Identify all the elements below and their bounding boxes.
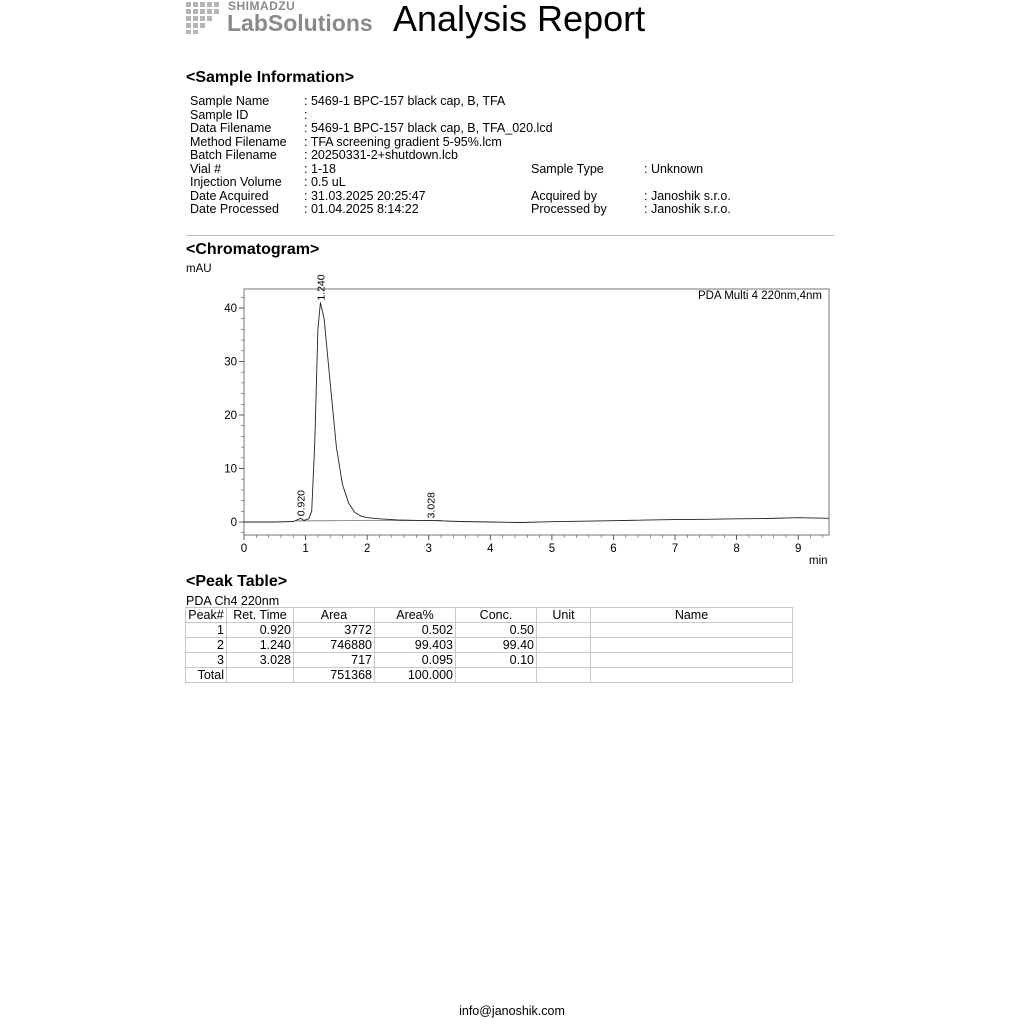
product-name: LabSolutions [227,10,373,36]
x-tick-label: 3 [425,543,432,555]
x-tick-label: 5 [548,543,556,555]
column-header: Area [294,608,375,623]
table-cell: 1 [186,623,227,638]
column-header: Unit [537,608,591,623]
info-label: Date Processed [190,202,279,216]
x-tick-label: 1 [302,543,309,555]
peak-annotation: 3.028 [425,492,438,519]
table-row [186,638,793,653]
brand-name: SHIMADZU [228,0,296,13]
table-cell: 717 [294,653,375,668]
total-area: 751368 [294,668,375,683]
total-area-pct: 100.000 [375,668,456,683]
table-header-row [186,608,793,623]
x-tick-label: 7 [671,543,679,555]
peak-annotation: 1.240 [315,274,328,301]
footer-email: info@janoshik.com [459,1004,565,1018]
info-value: : 5469-1 BPC-157 black cap, B, TFA [304,94,506,108]
info-label: Sample Type [531,161,604,176]
table-cell [591,653,793,668]
table-cell [537,668,591,683]
table-cell: 3 [186,653,227,668]
table-cell: 746880 [294,638,375,653]
series-line [244,303,829,523]
y-tick-label: 20 [224,410,237,422]
column-header: Area% [375,608,456,623]
table-cell: 0.095 [375,653,456,668]
table-cell: 0.502 [375,623,456,638]
info-value: : 1-18 [304,161,336,176]
chromatogram-heading: <Chromatogram> [186,241,320,258]
page-title: Analysis Report [393,0,646,39]
info-value: : 31.03.2025 20:25:47 [304,188,426,203]
table-cell [537,623,591,638]
x-tick-label: 2 [363,543,371,555]
table-cell [227,668,294,683]
y-tick-label: 30 [224,356,237,369]
table-cell: 3772 [294,623,375,638]
info-label: Data Filename [190,121,272,135]
peak-annotation: 0.920 [295,489,308,517]
y-tick-label: 10 [224,463,237,476]
y-tick-label: 0 [230,517,237,529]
peak-table [185,607,793,683]
y-unit-label: mAU [186,263,212,275]
table-cell: 99.40 [456,638,537,653]
info-value: : 5469-1 BPC-157 black cap, B, TFA_020.lcd [304,121,553,135]
info-label: Batch Filename [190,148,277,162]
info-label: Date Acquired [190,188,269,203]
table-cell [591,638,793,653]
y-tick-label: 40 [224,303,237,315]
column-header: Peak# [186,608,227,623]
table-cell: 0.10 [456,653,537,668]
info-label: Sample Name [190,94,270,108]
info-label: Method Filename [190,134,287,149]
table-cell: 0.50 [456,623,537,638]
peak-table-heading: <Peak Table> [186,573,288,590]
table-cell: 3.028 [227,653,294,668]
info-label: Vial # [190,161,222,176]
channel-label: PDA Multi 4 220nm,4nm [698,290,823,302]
table-cell [537,638,591,653]
info-value: : TFA screening gradient 5-95%.lcm [304,134,502,149]
info-value: : 20250331-2+shutdown.lcb [304,148,458,162]
sample-info-heading: <Sample Information> [186,69,355,86]
table-row [186,623,793,638]
table-cell: 1.240 [227,638,294,653]
info-label: Acquired by [531,188,598,203]
total-label: Total [186,668,227,683]
table-cell: 0.920 [227,623,294,638]
info-label: Sample ID [190,107,249,122]
x-unit-label: min [809,555,828,567]
x-tick-label: 0 [240,543,248,555]
info-value: : Janoshik s.r.o. [644,202,731,216]
info-value: : Unknown [644,161,704,176]
table-cell: 99.403 [375,638,456,653]
table-cell [591,623,793,638]
peak-table-subheading: PDA Ch4 220nm [186,594,280,608]
info-value: : 01.04.2025 8:14:22 [304,202,419,216]
x-tick-label: 8 [733,543,740,555]
x-tick-label: 4 [487,543,494,555]
x-tick-label: 9 [795,543,802,555]
column-header: Name [591,608,793,623]
info-value: : Janoshik s.r.o. [644,188,731,203]
table-row [186,653,793,668]
table-cell [456,668,537,683]
column-header: Ret. Time [227,608,294,623]
table-cell [537,653,591,668]
column-header: Conc. [456,608,537,623]
table-cell [591,668,793,683]
info-value: : [304,107,308,122]
info-label: Processed by [531,202,607,216]
table-total-row [186,668,793,683]
x-tick-label: 6 [610,543,617,555]
info-label: Injection Volume [190,175,282,189]
table-cell: 2 [186,638,227,653]
plot-frame [244,289,829,535]
info-value: : 0.5 uL [304,175,346,189]
